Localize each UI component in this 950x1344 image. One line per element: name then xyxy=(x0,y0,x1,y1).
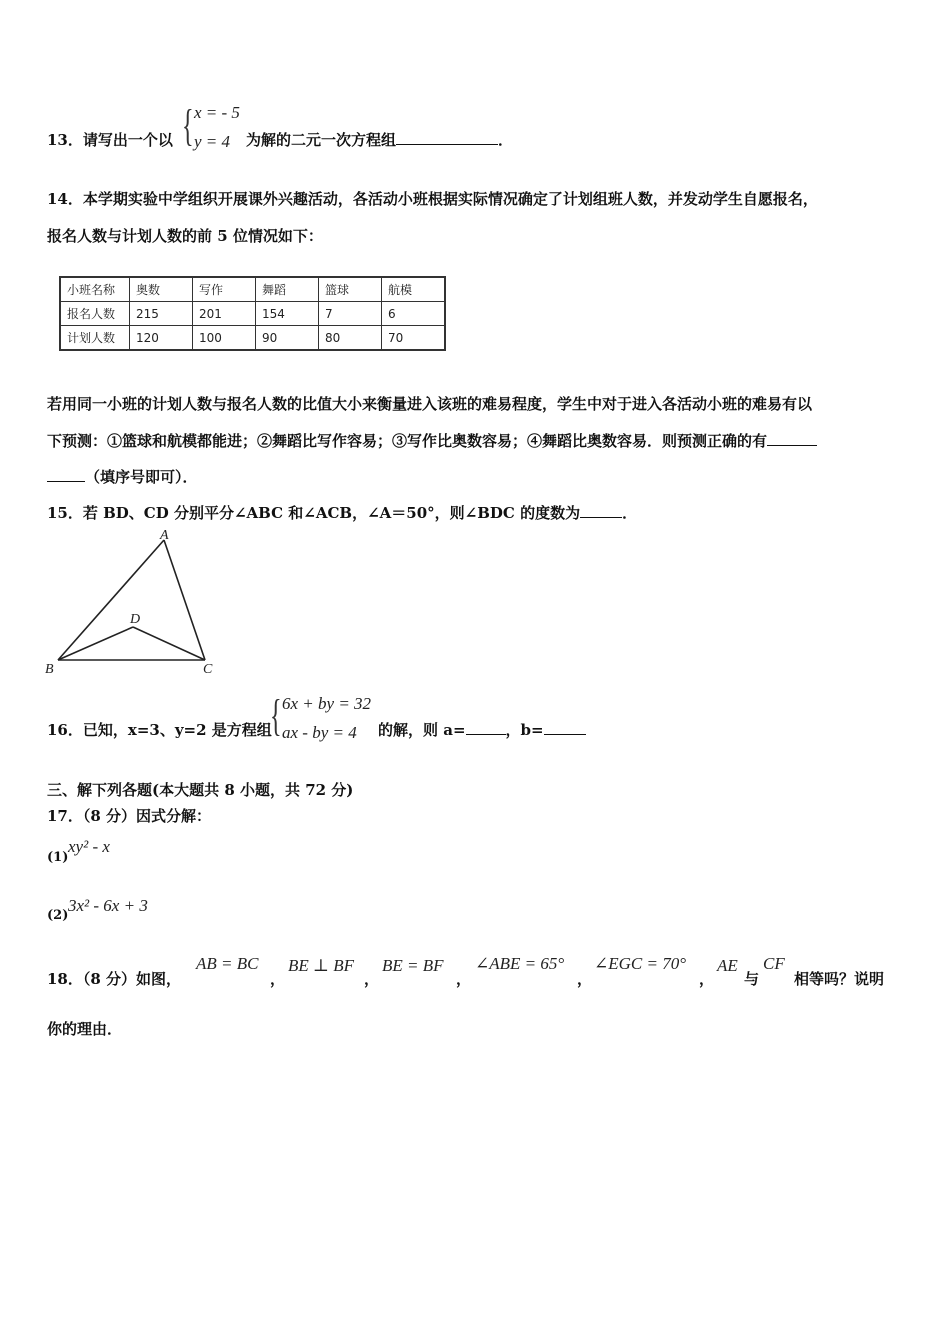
q14-answer-blank-2 xyxy=(47,467,85,482)
q18-comma-3: ， xyxy=(456,970,472,988)
q18-ae: AE xyxy=(717,956,738,975)
q13-suffix xyxy=(246,129,513,150)
table-cell: 写作 xyxy=(193,277,256,302)
q16-middle: 的解，则 a= xyxy=(378,721,466,739)
vertex-label-d: D xyxy=(130,612,141,627)
q16-sep: ，b= xyxy=(505,721,544,739)
table-row xyxy=(60,326,445,351)
table-row xyxy=(60,302,445,326)
q18-yu: 与 xyxy=(744,970,760,988)
q18-cond-be-bf: BE = BF xyxy=(382,956,444,975)
q14-line2: 报名人数与计划人数的前 5 位情况如下： xyxy=(47,227,323,245)
table-row xyxy=(60,277,445,302)
q18-comma-5: ， xyxy=(699,970,715,988)
q14-line4-wrap xyxy=(47,430,817,451)
q18-comma-4: ， xyxy=(577,970,593,988)
q18-suffix: 相等吗？说明 xyxy=(794,970,885,988)
q13-prefix: 13．请写出一个以 xyxy=(47,131,173,149)
table-cell: 154 xyxy=(256,302,319,326)
table-cell: 奥数 xyxy=(130,277,193,302)
q16-eq2: ax - by = 4 xyxy=(282,723,357,742)
vertex-label-c: C xyxy=(203,662,213,677)
table-cell: 报名人数 xyxy=(60,302,130,326)
q13-end: ． xyxy=(498,131,514,149)
table-cell: 80 xyxy=(319,326,382,351)
q17-p2-label: (2) xyxy=(47,908,69,923)
q18-prefix: 18．（8 分）如图， xyxy=(47,970,182,988)
q13-eq1: x = - 5 xyxy=(194,103,240,122)
q17-p2-expr: 3x² - 6x + 3 xyxy=(68,896,148,915)
q14-line1: 14．本学期实验中学组织开展课外兴趣活动，各活动小班根据实际情况确定了计划组班人数，并发动学生自愿报名， xyxy=(47,190,818,208)
q14-answer-blank-1 xyxy=(767,431,817,446)
q18-cond-angle-abe: ∠ABE = 65° xyxy=(475,954,565,973)
q16-answer-wrap xyxy=(378,719,586,740)
q15-text: 15．若 BD、CD 分别平分∠ABC 和∠ACB，∠A＝50°，则∠BDC 的度数为 xyxy=(47,504,581,522)
q18-cond-angle-egc: ∠EGC = 70° xyxy=(594,954,687,973)
table-cell: 120 xyxy=(130,326,193,351)
q18-cond-ab-bc: AB = BC xyxy=(196,954,259,973)
vertex-label-b: B xyxy=(45,662,54,677)
q13-suffix-text: 为解的二元一次方程组 xyxy=(246,131,397,149)
table-cell: 小班名称 xyxy=(60,277,130,302)
table-cell: 篮球 xyxy=(319,277,382,302)
table-cell: 90 xyxy=(256,326,319,351)
side-ab xyxy=(58,540,164,660)
bisector-cd xyxy=(133,627,205,660)
q13-answer-blank xyxy=(396,130,498,145)
table-cell: 计划人数 xyxy=(60,326,130,351)
q15-answer-blank xyxy=(580,503,622,518)
table-cell: 70 xyxy=(382,326,446,351)
q17-title: 17．（8 分）因式分解： xyxy=(47,807,212,825)
q16-prefix: 16．已知，x=3、y=2 是方程组 xyxy=(47,721,272,739)
table-cell: 6 xyxy=(382,302,446,326)
q13-eq2: y = 4 xyxy=(194,132,231,151)
triangle-figure xyxy=(40,528,230,683)
table-cell: 100 xyxy=(193,326,256,351)
section3-title: 三、解下列各题(本大题共 8 小题，共 72 分) xyxy=(47,781,354,799)
q16-eq1: 6x + by = 32 xyxy=(282,694,372,713)
q15-text-wrap xyxy=(47,502,637,523)
table-cell: 215 xyxy=(130,302,193,326)
q16-brace: { xyxy=(270,691,282,740)
q18-cf: CF xyxy=(763,954,785,973)
q13-brace: { xyxy=(182,101,194,150)
side-ac xyxy=(164,540,205,660)
q17-p1-label: (1) xyxy=(47,850,69,865)
q16-b-blank xyxy=(544,720,586,735)
q15-end: ． xyxy=(622,504,638,522)
vertex-label-a: A xyxy=(160,528,169,543)
q18-cond-perp: BE ⊥ BF xyxy=(288,956,355,975)
table-cell: 航模 xyxy=(382,277,446,302)
q14-table xyxy=(59,276,446,351)
bisector-bd xyxy=(58,627,133,660)
q18-comma-2: ， xyxy=(364,970,380,988)
table-cell: 7 xyxy=(319,302,382,326)
q18-line2: 你的理由． xyxy=(47,1020,123,1038)
table-cell: 201 xyxy=(193,302,256,326)
q14-line4: 下预测：①篮球和航模都能进；②舞蹈比写作容易；③写作比奥数容易；④舞蹈比奥数容易．则预测正确的有 xyxy=(47,432,768,450)
q14-line5: （填序号即可）． xyxy=(85,468,198,486)
q14-line3: 若用同一小班的计划人数与报名人数的比值大小来衡量进入该班的难易程度，学生中对于进入各活动小班的难易有以 xyxy=(47,395,813,413)
q14-line5-wrap xyxy=(47,466,198,487)
table-cell: 舞蹈 xyxy=(256,277,319,302)
q18-comma-1: ， xyxy=(270,970,286,988)
q16-a-blank xyxy=(466,720,506,735)
q17-p1-expr: xy² - x xyxy=(68,837,110,856)
